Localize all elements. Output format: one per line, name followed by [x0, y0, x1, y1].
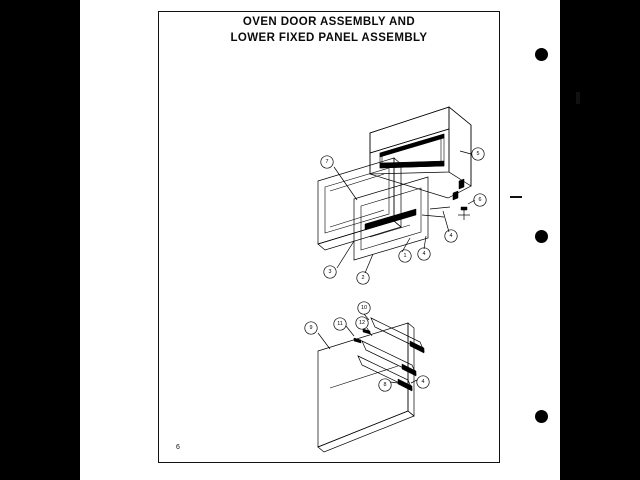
scan-artifact-right-edge	[576, 92, 580, 104]
callout-4b-label: 4	[422, 251, 426, 257]
callout-9	[305, 322, 317, 334]
callout-3	[324, 266, 336, 278]
callout-5-label: 5	[476, 151, 480, 157]
part-inner-door-panel	[318, 158, 401, 250]
binder-hole-top	[535, 48, 548, 61]
page-number: 6	[176, 444, 180, 451]
callout-6-label: 6	[478, 197, 482, 203]
callout-11-label: 11	[337, 321, 343, 327]
callout-8	[379, 379, 391, 391]
page-title-line-2: LOWER FIXED PANEL ASSEMBLY	[230, 32, 428, 44]
callout-leader-lines-lower	[318, 314, 417, 383]
binder-hole-middle	[535, 230, 548, 243]
callout-4b	[418, 248, 430, 260]
callout-3-label: 3	[328, 269, 332, 275]
callout-10-label: 10	[361, 305, 367, 311]
callout-6	[474, 194, 486, 206]
callout-9-label: 9	[309, 325, 313, 331]
callout-4c	[417, 376, 429, 388]
part-outer-door-frame	[370, 107, 471, 200]
callout-7-label: 7	[325, 159, 329, 165]
part-door-glass-gasket	[354, 177, 428, 260]
binder-hole-bottom	[535, 410, 548, 423]
part-lower-fixed-panel	[318, 323, 414, 452]
callout-11	[334, 318, 346, 330]
scan-artifact-mid-page	[510, 196, 522, 198]
callout-12	[356, 317, 368, 329]
callout-4a	[445, 230, 457, 242]
exploded-parts-diagram	[158, 11, 500, 463]
part-hinge-screw	[458, 207, 470, 220]
callout-12-label: 12	[359, 320, 365, 326]
callout-7	[321, 156, 333, 168]
callout-1-label: 1	[403, 253, 407, 259]
callout-2-label: 2	[361, 275, 365, 281]
callout-4c-label: 4	[421, 379, 425, 385]
scanned-page	[80, 0, 560, 480]
callout-10	[358, 302, 370, 314]
callout-2	[357, 272, 369, 284]
callout-4a-label: 4	[449, 233, 453, 239]
callout-1	[399, 250, 411, 262]
callout-8-label: 8	[383, 382, 387, 388]
callout-5	[472, 148, 484, 160]
page-title-line-1: OVEN DOOR ASSEMBLY AND	[242, 16, 416, 28]
